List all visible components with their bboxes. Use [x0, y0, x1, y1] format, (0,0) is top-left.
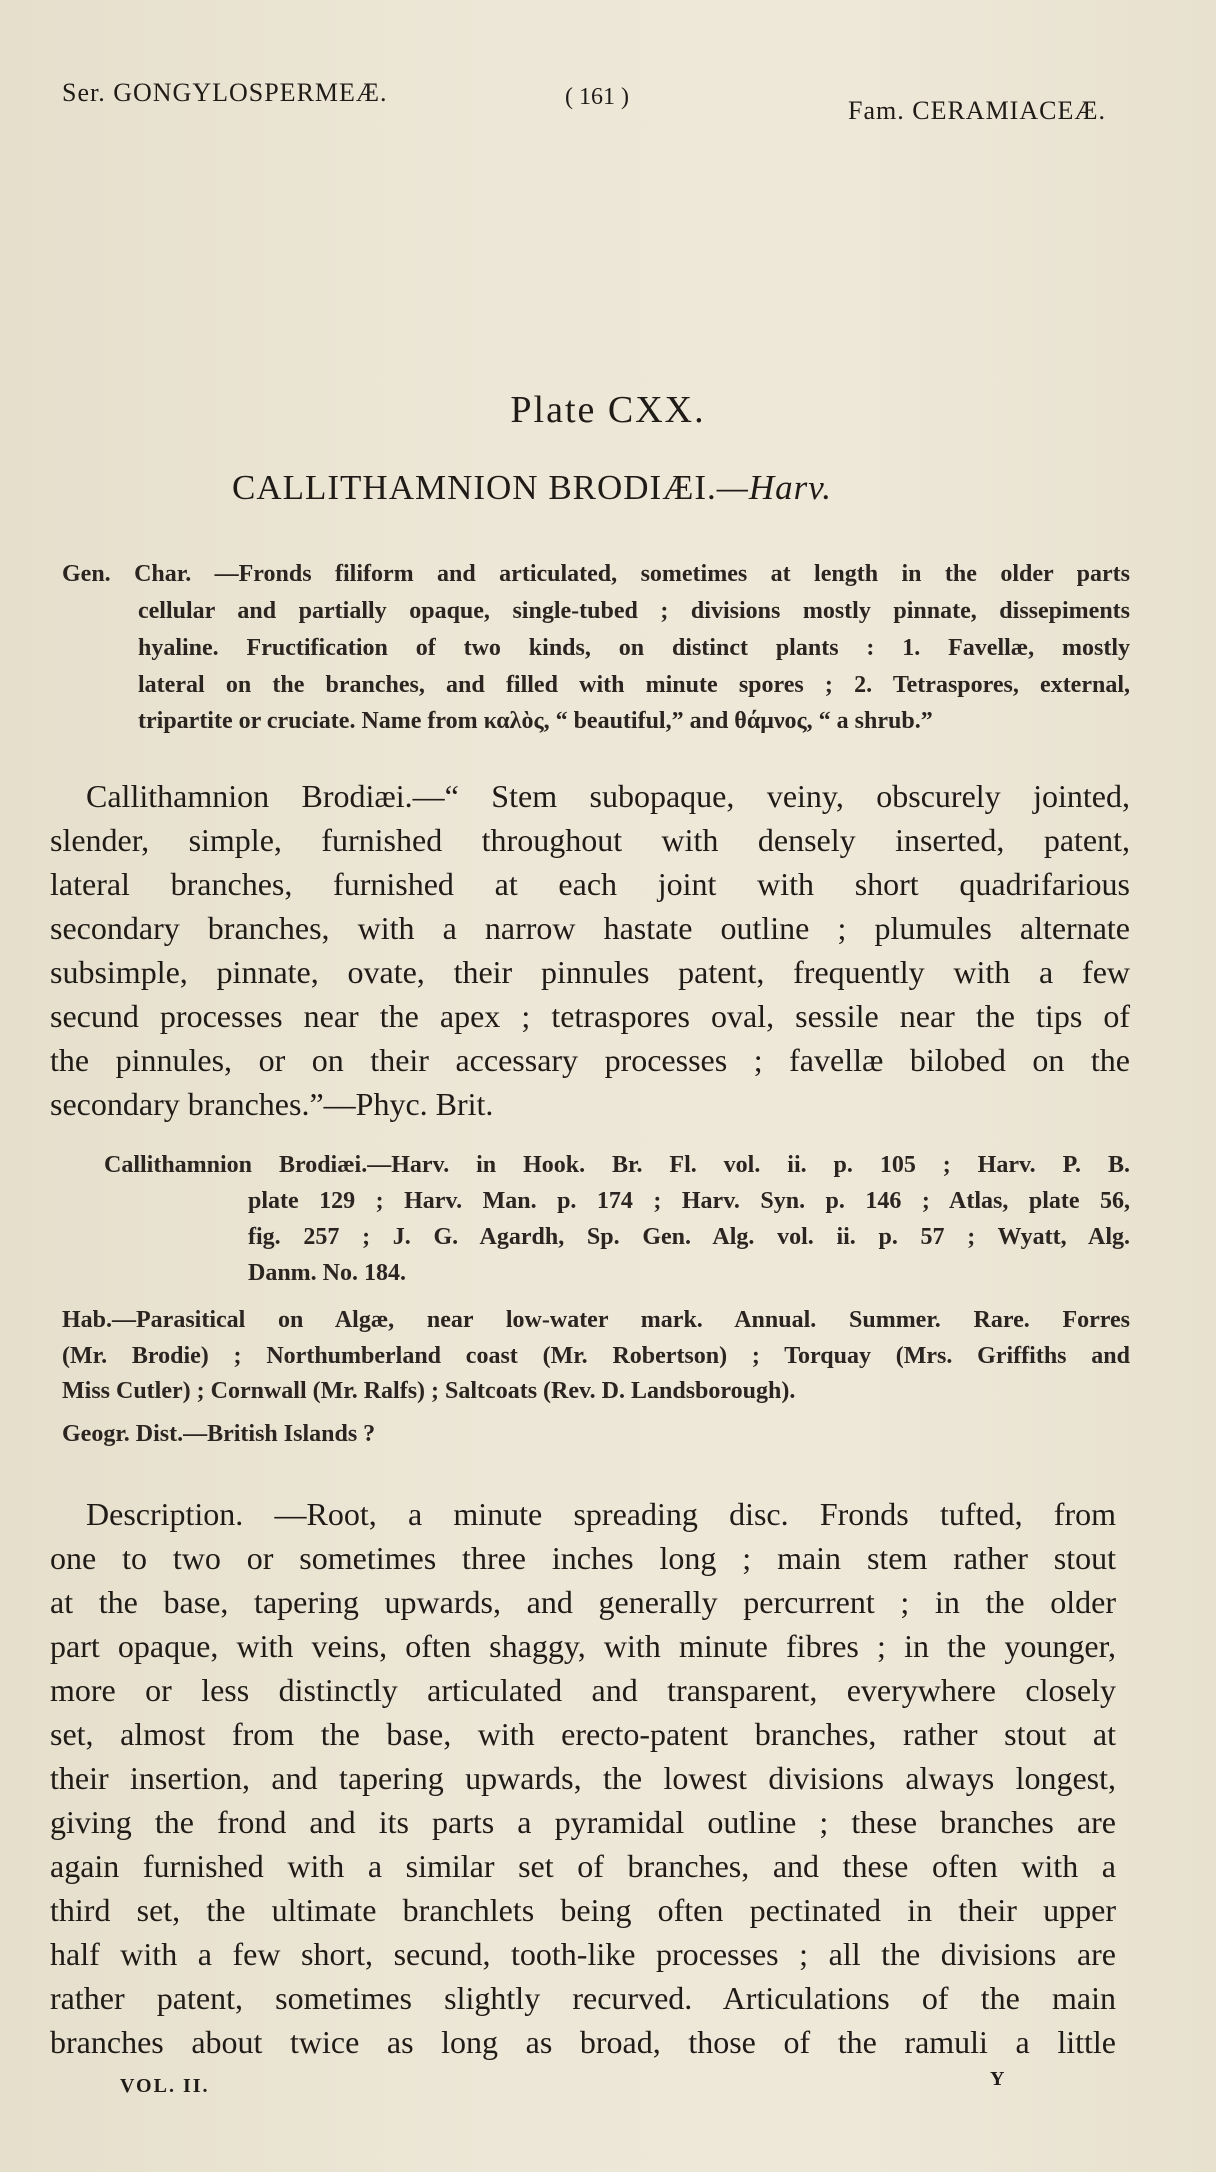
synonymy-line: Callithamnion Brodiæi.—Harv. in Hook. Br. Fl. vol. ii. p. 105 ; Harv. P. B.: [104, 1152, 1130, 1178]
quote-line: secondary branches, with a narrow hastate outline ; plumules alternate: [50, 910, 1130, 946]
plate-title: Plate CXX.: [510, 389, 706, 431]
quote-line: subsimple, pinnate, ovate, their pinnules patent, frequently with a few: [50, 954, 1130, 990]
habitat-line: Hab.—Parasitical on Algæ, near low-water mark. Annual. Summer. Rare. Forres: [62, 1307, 1130, 1333]
habitat-line: (Mr. Brodie) ; Northumberland coast (Mr. Robertson) ; Torquay (Mrs. Griffiths and: [62, 1343, 1130, 1369]
quote-line: the pinnules, or on their accessary processes ; favellæ bilobed on the: [50, 1042, 1130, 1078]
geographic-distribution: Geogr. Dist.—British Islands ?: [62, 1421, 376, 1447]
quote-line: secund processes near the apex ; tetraspores oval, sessile near the tips of: [50, 998, 1130, 1034]
description-line: Description. —Root, a minute spreading disc. Fronds tufted, from: [86, 1496, 1116, 1532]
description-line: half with a few short, secund, tooth-like processes ; all the divisions are: [50, 1936, 1116, 1972]
description-line: third set, the ultimate branchlets being often pectinated in their upper: [50, 1892, 1116, 1928]
gen-char-line: Gen. Char. —Fronds filiform and articulated, sometimes at length in the older parts: [62, 561, 1130, 587]
description-line: giving the frond and its parts a pyramidal outline ; these branches are: [50, 1804, 1116, 1840]
species-title: [232, 468, 832, 508]
running-header-right: Fam. CERAMIACEÆ.: [848, 96, 1106, 125]
page-number: ( 161 ): [565, 84, 629, 110]
description-line: again furnished with a similar set of branches, and these often with a: [50, 1848, 1116, 1884]
gen-char-line: tripartite or cruciate. Name from καλὸς, “ beautiful,” and θάμνος, “ a shrub.”: [138, 708, 933, 734]
gen-char-line: hyaline. Fructification of two kinds, on distinct plants : 1. Favellæ, mostly: [138, 635, 1130, 661]
gen-char-line: lateral on the branches, and filled with minute spores ; 2. Tetraspores, external,: [138, 672, 1130, 698]
quote-line: Callithamnion Brodiæi.—“ Stem subopaque, veiny, obscurely jointed,: [86, 778, 1130, 814]
synonymy-line: fig. 257 ; J. G. Agardh, Sp. Gen. Alg. vol. ii. p. 57 ; Wyatt, Alg.: [248, 1224, 1130, 1250]
gathering-signature: Y: [990, 2068, 1005, 2090]
habitat-line: Miss Cutler) ; Cornwall (Mr. Ralfs) ; Saltcoats (Rev. D. Landsborough).: [62, 1378, 796, 1404]
quote-line: slender, simple, furnished throughout with densely inserted, patent,: [50, 822, 1130, 858]
description-line: rather patent, sometimes slightly recurved. Articulations of the main: [50, 1980, 1116, 2016]
running-header-left: Ser. GONGYLOSPERMEÆ.: [62, 78, 388, 107]
gen-char-line: cellular and partially opaque, single-tubed ; divisions mostly pinnate, dissepiments: [138, 598, 1130, 624]
description-line: their insertion, and tapering upwards, the lowest divisions always longest,: [50, 1760, 1116, 1796]
description-line: set, almost from the base, with erecto-patent branches, rather stout at: [50, 1716, 1116, 1752]
quote-line: secondary branches.”—Phyc. Brit.: [50, 1086, 494, 1122]
species-author: —Harv.: [716, 468, 832, 507]
synonymy-line: plate 129 ; Harv. Man. p. 174 ; Harv. Syn. p. 146 ; Atlas, plate 56,: [248, 1188, 1130, 1214]
synonymy-line: Danm. No. 184.: [248, 1260, 407, 1286]
description-line: branches about twice as long as broad, those of the ramuli a little: [50, 2024, 1116, 2060]
description-line: at the base, tapering upwards, and generally percurrent ; in the older: [50, 1584, 1116, 1620]
volume-signature: VOL. II.: [120, 2075, 210, 2097]
description-line: more or less distinctly articulated and transparent, everywhere closely: [50, 1672, 1116, 1708]
description-line: part opaque, with veins, often shaggy, with minute fibres ; in the younger,: [50, 1628, 1116, 1664]
quote-line: lateral branches, furnished at each joint with short quadrifarious: [50, 866, 1130, 902]
species-name: CALLITHAMNION BRODIÆI.: [232, 468, 717, 507]
description-line: one to two or sometimes three inches long ; main stem rather stout: [50, 1540, 1116, 1576]
